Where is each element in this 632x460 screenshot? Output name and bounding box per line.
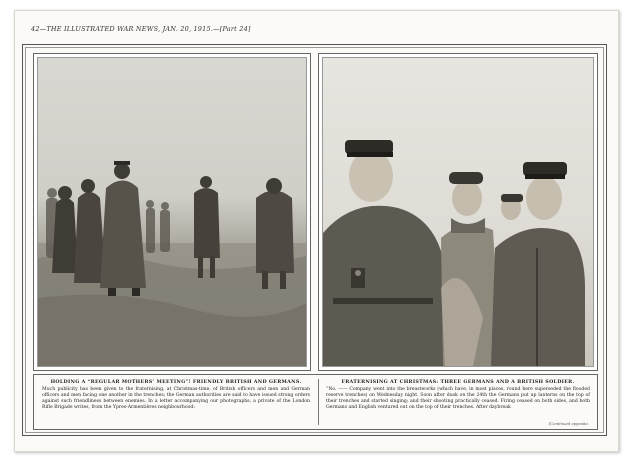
caption-left-body: Much publicity has been given to the fraternising, at Christmas-time, of British officers and men and German officers and men facing one another in the trenches; the German authorities are said to have issued strong orders against such friendliness between enemies. In a letter accompanying our photographs, a private of the London Rifle Brigade writes, from the Ypres-Armentières neighbourhood:: [42, 387, 310, 410]
caption-left: [42, 379, 310, 411]
photo-right-illustration: [323, 58, 593, 366]
photo-friendly-british-and-germans: [38, 58, 306, 366]
caption-divider: [318, 379, 319, 425]
caption-right-title: FRATERNISING AT CHRISTMAS: THREE GERMANS AND A BRITISH SOLDIER.: [341, 379, 575, 385]
photo-left-illustration: [38, 58, 306, 366]
photo-left-frame: [33, 53, 311, 371]
caption-box: [33, 374, 598, 430]
caption-left-title: HOLDING A “REGULAR MOTHERS’ MEETING”! FRIENDLY BRITISH AND GERMANS.: [50, 379, 302, 385]
page-header: 42—THE ILLUSTRATED WAR NEWS, JAN. 20, 1915.—[Part 24]: [31, 25, 251, 33]
caption-right-body: “No. —— Company went into the breastworks (which have, in most places, round here superseded the flooded reserve trenches) on Wednesday night. Soon after dusk on the 24th the Germans put up lanterns on the top of their trenches and started singing; and their shooting practically ceased. Firing ceased on both sides, and both Germans and English ventured out on the top of their trenches. After daybreak: [326, 387, 590, 410]
photo-three-germans-and-british-soldier: [323, 58, 593, 366]
photo-right-frame: [318, 53, 598, 371]
caption-right: [326, 379, 590, 411]
continued-note: [Continued opposite.: [548, 421, 589, 426]
